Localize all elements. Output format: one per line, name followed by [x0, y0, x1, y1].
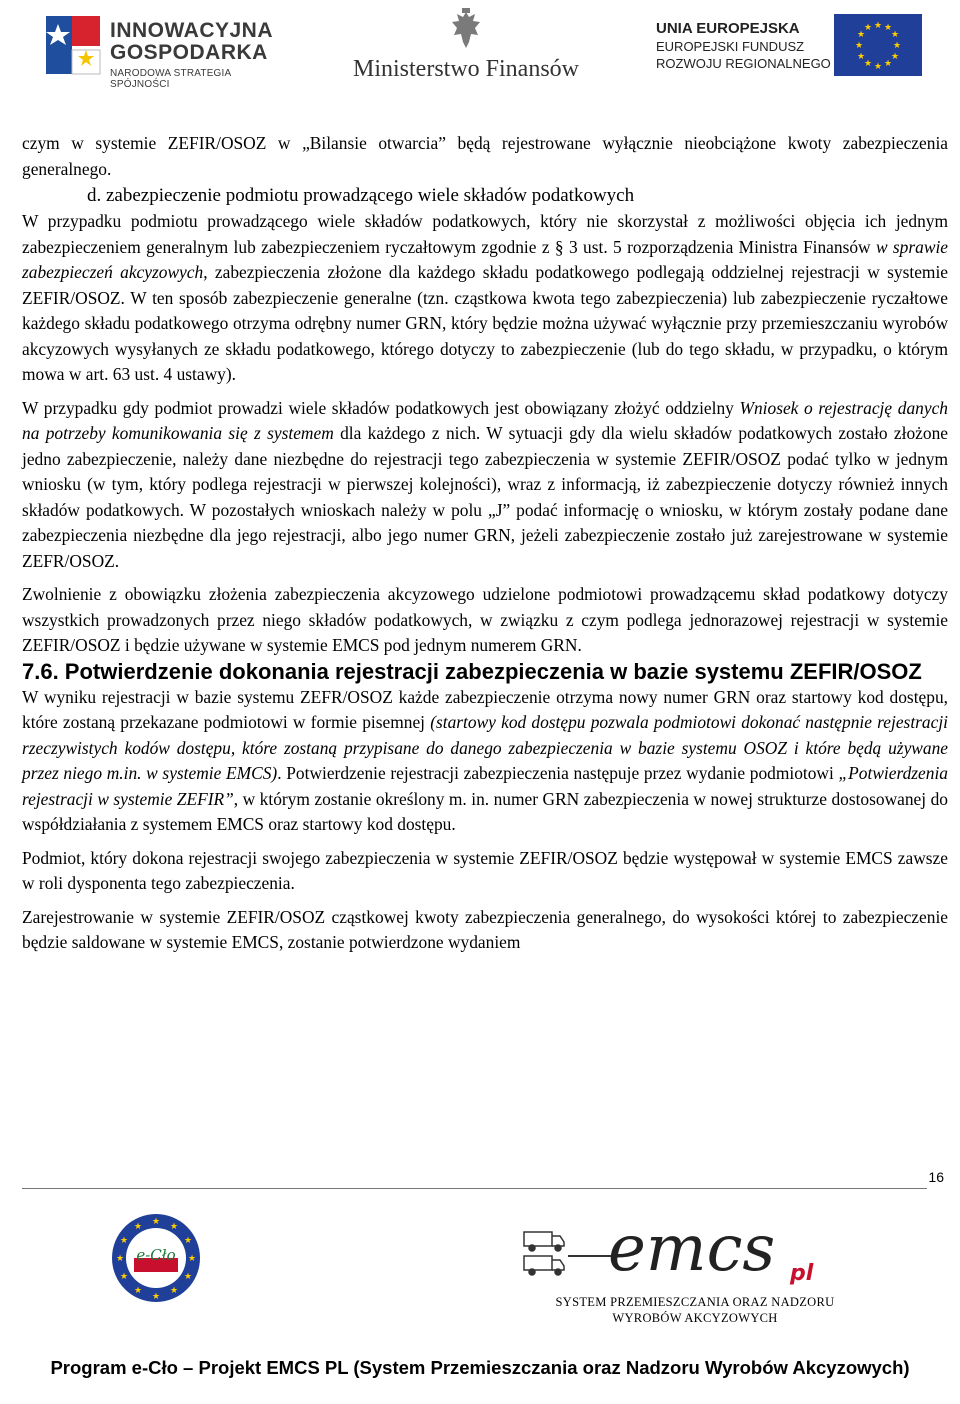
paragraph-zwolnienie: Zwolnienie z obowiązku złożenia zabezpieczenia akcyzowego udzielone podmiotowi prowadzącemu skład podatkowy dotyczy wszystkich prowadzonych przez niego składów podatkowych, w związku z czym podlega jednorazowej rejestracji w systemie ZEFIR/OSOZ i będzie używane w systemie EMCS pod jednym numerem GRN. — [22, 584, 948, 655]
svg-text:★: ★ — [133, 1286, 143, 1296]
innowacyjna-gospodarka-logo — [42, 6, 292, 90]
ue-logo-line2: EUROPEJSKI FUNDUSZ — [656, 39, 805, 54]
e-clo-logo-text: e-Cło — [136, 1246, 176, 1264]
emcs-subtitle-line1: SYSTEM PRZEMIESZCZANIA ORAZ NADZORU — [555, 1295, 835, 1309]
paragraph-text: W wyniku rejestracji w bazie systemu ZEFR/OSOZ każde zabezpieczenie otrzyma nowy numer GRN oraz startowy kod dostępu, które zostaną przekazane podmiotowi w formie pisemnej — [22, 686, 948, 732]
italic-text: w sprawie zabezpieczeń akcyzowych — [22, 236, 948, 282]
italic-text: Wniosek o rejestrację danych na potrzeby komunikowania się z systemem — [22, 397, 948, 443]
paragraph-text: W przypadku podmiotu prowadzącego wiele składów podatkowych, który nie skorzystał z możliwości objęcia ich jednym zabezpieczeniem generalnym lub zabezpieczeniem ryczałtowym zgodnie z § 3 ust. 5 rozporządzenia Ministra Finansów — [22, 211, 948, 257]
subheading-d: d. zabezpieczenie podmiotu prowadzącego wiele składów podatkowych — [87, 185, 635, 206]
paragraph-potwierdzenie — [22, 685, 948, 838]
e-clo-logo — [110, 1212, 202, 1304]
svg-text:★: ★ — [883, 59, 893, 69]
svg-text:★: ★ — [133, 1222, 143, 1232]
svg-text:★: ★ — [890, 30, 900, 40]
svg-text:★: ★ — [890, 52, 900, 62]
svg-text:★: ★ — [169, 1286, 179, 1296]
svg-text:★: ★ — [873, 62, 883, 72]
paragraph-text: . Potwierdzenie rejestracji zabezpieczenia następuje przez wydanie podmiotowi — [277, 763, 839, 783]
emcs-logo-suffix: pl — [790, 1261, 814, 1286]
svg-text:★: ★ — [856, 52, 866, 62]
paragraph-text: , w którym zostanie określony m. in. numer GRN zabezpieczenia w nowej strukturze dostosowanej do współdziałania z systemem EMCS oraz startowy kod dostępu. — [22, 788, 948, 834]
ig-logo-line1: INNOWACYJNA — [110, 19, 274, 42]
ministerstwo-finansow-logo — [346, 8, 586, 86]
polish-eagle-icon — [449, 8, 483, 52]
eu-flag-icon — [834, 14, 922, 76]
svg-text:★: ★ — [863, 23, 873, 33]
svg-text:★: ★ — [854, 41, 864, 51]
paragraph-text: , zabezpieczenia złożone dla każdego składu podatkowego podlegają oddzielnej rejestracji w systemie ZEFIR/OSOZ. W ten sposób zabezpieczenie generalne (tzn. cząstkowa kwota tego zabezpieczenia) lub zabezpieczenie ryczałtowe każdego składu podatkowego otrzyma odrębny numer GRN, który będzie można używać wyłącznie przy przemieszczaniu wyrobów akcyzowych wysyłanych ze składu podatkowego, którego dotyczy to zabezpieczenie (lub do tego składu, w przypadku, o którym mowa w art. 63 ust. 4 ustawy). — [22, 262, 948, 384]
svg-text:★: ★ — [183, 1236, 193, 1246]
mf-logo-text: Ministerstwo Finansów — [352, 56, 579, 82]
ue-logo-line3: ROZWOJU REGIONALNEGO — [656, 56, 831, 71]
footer-program-text: Program e-Cło – Projekt EMCS PL (System Przemieszczania oraz Nadzoru Wyrobów Akcyzowych) — [50, 1357, 910, 1378]
document-body — [22, 131, 948, 956]
svg-text:★: ★ — [183, 1272, 193, 1282]
ig-logo-line3: NARODOWA STRATEGIA SPÓJNOŚCI — [110, 68, 231, 90]
paragraph-dysponent: Podmiot, który dokona rejestracji swojego zabezpieczenia w systemie ZEFIR/OSOZ będzie występował w systemie EMCS zawsze w roli dysponenta tego zabezpieczenia. — [22, 847, 948, 893]
truck-icon — [524, 1256, 564, 1275]
emcs-pl-logo — [520, 1198, 840, 1288]
svg-text:★: ★ — [873, 21, 883, 31]
emcs-subtitle-line2: WYROBÓW AKCYZOWYCH — [612, 1311, 778, 1325]
svg-text:★: ★ — [187, 1254, 197, 1264]
ig-logo-line2: GOSPODARKA — [110, 41, 268, 64]
paragraph-text: W przypadku gdy podmiot prowadzi wiele składów podatkowych jest obowiązany złożyć oddzielny — [22, 397, 740, 418]
svg-text:★: ★ — [119, 1272, 129, 1282]
svg-text:★: ★ — [151, 1292, 161, 1302]
paragraph-zarejestrowanie: Zarejestrowanie w systemie ZEFIR/OSOZ cząstkowej kwoty zabezpieczenia generalnego, do wysokości której to zabezpieczenie będzie saldowane w systemie EMCS, zostanie potwierdzone wydaniem — [22, 906, 948, 952]
svg-text:★: ★ — [169, 1222, 179, 1232]
paragraph-bilans: czym w systemie ZEFIR/OSOZ w „Bilansie otwarcia” będą rejestrowane wyłącznie nieobciążone kwoty zabezpieczenia generalnego. — [22, 133, 948, 179]
svg-text:★: ★ — [151, 1217, 161, 1227]
footer-divider — [22, 1188, 927, 1189]
svg-text:★: ★ — [883, 23, 893, 33]
svg-text:★: ★ — [863, 59, 873, 69]
truck-icon — [524, 1232, 564, 1251]
emcs-logo-text: emcs — [608, 1212, 776, 1286]
section-heading-7-6: 7.6. Potwierdzenie dokonania rejestracji zabezpieczenia w bazie systemu ZEFIR/OSOZ — [22, 658, 922, 684]
unia-europejska-logo — [656, 14, 926, 82]
italic-text: (startowy kod dostępu pozwala podmiotowi dokonać następnie rejestracji rzeczywistych kodów dostępu, które zostaną przypisane do danego zabezpieczenia w bazie systemu OSOZ i które będą używane przez niego m.in. w systemie EMCS) — [22, 712, 948, 783]
paragraph-oddzielny-wniosek — [22, 396, 948, 575]
emcs-subtitle — [540, 1294, 850, 1326]
svg-text:★: ★ — [119, 1236, 129, 1246]
svg-text:★: ★ — [115, 1254, 125, 1264]
italic-text: „Potwierdzenia rejestracji w systemie ZEFIR” — [22, 763, 948, 809]
ue-logo-line1: UNIA EUROPEJSKA — [656, 20, 800, 37]
page-number: 16 — [928, 1169, 944, 1185]
ig-emblem-icon — [42, 10, 104, 80]
paragraph-wiele-skladow — [22, 209, 948, 388]
paragraph-text: dla każdego z nich. W sytuacji gdy dla wielu składów podatkowych zostało złożone jedno zabezpieczenie, należy dane niezbędne do rejestracji tego zabezpieczenia w systemie ZEFIR/OSOZ podać tylko w jednym wniosku (w tym, który podlega rejestracji w pierwszej kolejności), wraz z informacją, iż zabezpieczenie dotyczy również innych składów podatkowych. W pozostałych wnioskach należy w polu „J” podać informację o wniosku, w którym zostały podane dane zabezpieczenia niezbędne dla jego rejestracji, albo jego numer GRN, jeżeli zabezpieczenie zostało już zarejestrowane w systemie ZEFR/OSOZ. — [22, 423, 948, 571]
svg-text:★: ★ — [856, 30, 866, 40]
svg-text:★: ★ — [892, 41, 902, 51]
